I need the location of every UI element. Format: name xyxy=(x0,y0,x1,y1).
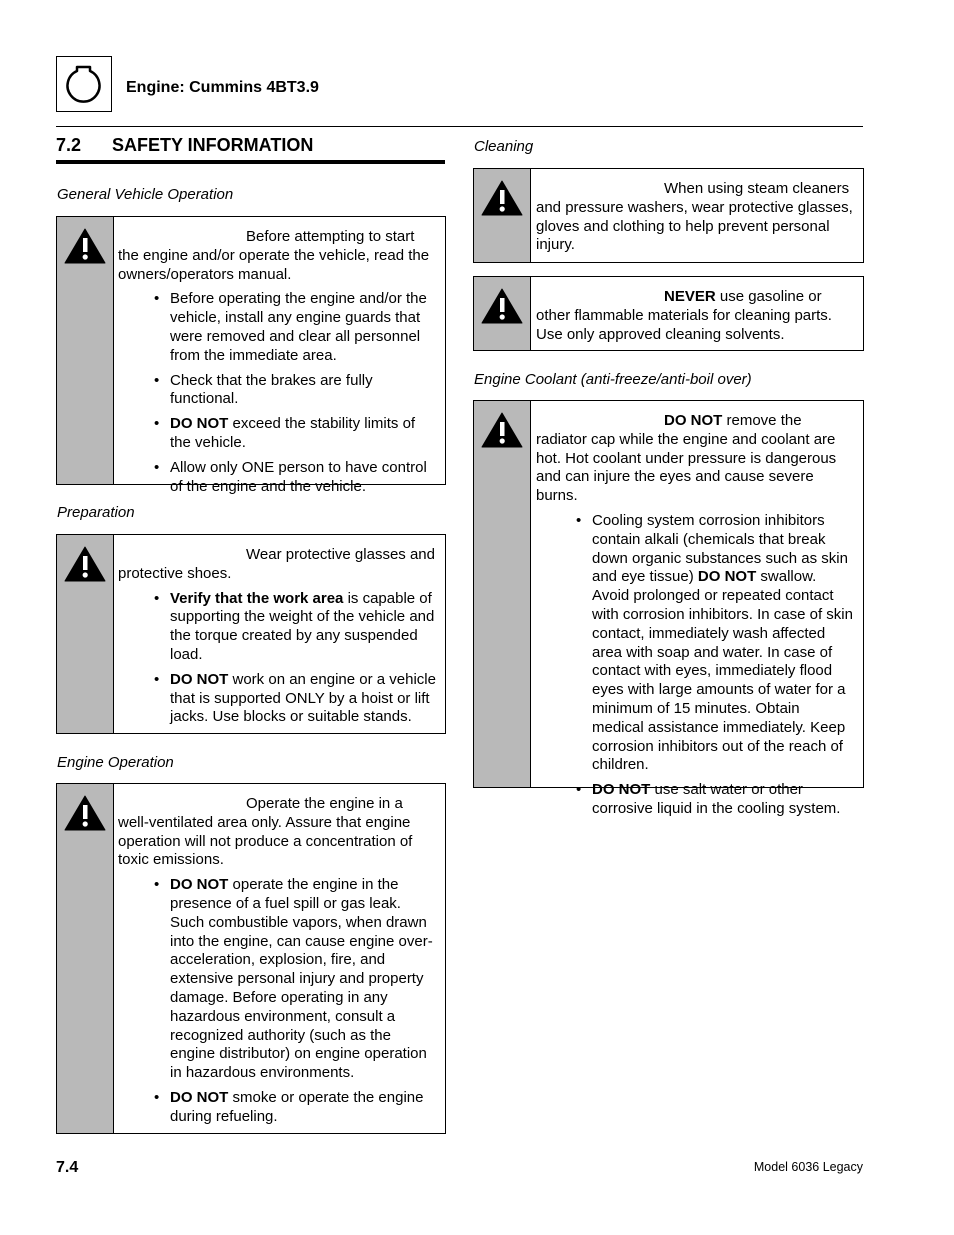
warning-content xyxy=(114,535,445,733)
page-number: 7.4 xyxy=(56,1159,79,1176)
subhead-engine-operation: Engine Operation xyxy=(57,754,174,771)
warning-triangle-icon xyxy=(64,795,106,831)
bullet-text: Allow only ONE person to have control of the engine and the vehicle. xyxy=(170,458,427,495)
bullet-text: operate the engine in the presence of a fuel spill or gas leak. Such combustible vapors, when drawn into the engine, can cause engine over-acceleration, explosion, fire, and extensive personal injury and property damage. Before operating in any hazardous environment, consult a recognized authority (such as the engine distributor) on engine operation in hazardous environments. xyxy=(170,876,433,1082)
warning-triangle-icon xyxy=(481,180,523,216)
header-title: Engine: Cummins 4BT3.9 xyxy=(126,79,319,96)
warning-lead-text xyxy=(536,288,855,344)
bullet-text: smoke or operate the engine during refueling. xyxy=(170,1088,424,1125)
bullet-emphasis: Verify that the work area xyxy=(170,589,344,607)
warning-text: use gasoline or other flammable materials for cleaning parts. Use only approved cleaning solvents. xyxy=(536,288,832,343)
warning-lead-text: Operate the engine in a well-ventilated area only. Assure that engine operation will not produce a concentration of toxic emissions. xyxy=(118,795,413,869)
bullet-emphasis: DO NOT xyxy=(170,876,229,894)
warning-content xyxy=(531,169,863,262)
model-label: Model 6036 Legacy xyxy=(753,1160,863,1174)
bullet-text: Cooling system corrosion inhibitors contain alkali (chemicals that break down organic substances such as skin and eye tissue) xyxy=(592,511,848,586)
bullet-item xyxy=(170,590,437,665)
warning-box-cleaning-gasoline xyxy=(473,276,864,351)
bullet-item xyxy=(170,290,437,365)
warning-bullet-list xyxy=(118,290,437,496)
warning-content xyxy=(531,401,863,817)
section-number: 7.2 xyxy=(56,135,82,155)
warning-triangle-icon xyxy=(481,412,523,448)
bullet-item xyxy=(170,372,437,410)
warning-text: remove the radiator cap while the engine and coolant are hot. Hot coolant under pressure is dangerous and can injure the eyes and cause severe burns. xyxy=(536,412,837,505)
section-heading: SAFETY INFORMATION xyxy=(112,135,314,155)
section-divider xyxy=(56,160,445,164)
warning-gutter xyxy=(57,535,114,733)
bullet-text: Before operating the engine and/or the vehicle, install any engine guards that were removed and clear all personnel from the immediate area. xyxy=(170,290,427,364)
bullet-emphasis: DO NOT xyxy=(170,415,229,433)
warning-content xyxy=(531,277,863,350)
warning-gutter xyxy=(474,277,531,350)
warning-content xyxy=(114,217,445,495)
bullet-text: use salt water or other corrosive liquid in the cooling system. xyxy=(592,781,841,817)
engine-logo-icon xyxy=(56,56,112,112)
subhead-cleaning: Cleaning xyxy=(474,138,534,155)
bullet-text: work on an engine or a vehicle that is supported ONLY by a hoist or lift jacks. Use blocks or suitable stands. xyxy=(170,670,436,726)
warning-triangle-icon xyxy=(64,546,106,582)
bullet-emphasis: DO NOT xyxy=(170,670,229,688)
emphasis-do-not: DO NOT xyxy=(664,412,723,429)
bullet-item xyxy=(592,512,855,775)
warning-lead-text xyxy=(536,412,855,506)
warning-bullet-list xyxy=(118,590,437,728)
warning-box-general-vehicle xyxy=(56,216,446,495)
bullet-item xyxy=(170,415,437,453)
warning-triangle-icon xyxy=(64,228,106,264)
bullet-item xyxy=(170,876,437,1083)
warning-lead-text: When using steam cleaners and pressure washers, wear protective glasses, gloves and clothing to help prevent personal injury. xyxy=(536,180,853,254)
bullet-text: exceed the stability limits of the vehicle. xyxy=(170,415,416,451)
bullet-text: is capable of supporting the weight of the vehicle and the torque created by any suspended load. xyxy=(170,589,435,663)
section-title xyxy=(56,135,313,156)
warning-box-cleaning-steam xyxy=(473,168,864,263)
bullet-text: swallow. Avoid prolonged or repeated contact with corrosion inhibitors. In case of skin contact, immediately wash affected area with soap and water. In case of contact with eyes, immediately flood eyes with large amounts of water for a minimum of 15 minutes. Obtain medical assistance immediately. Keep corrosion inhibitors out of the reach of children. xyxy=(592,568,853,774)
bullet-emphasis: DO NOT xyxy=(592,781,651,799)
warning-gutter xyxy=(57,217,114,484)
warning-gutter xyxy=(474,401,531,787)
emphasis-never: NEVER xyxy=(664,288,716,305)
header-divider xyxy=(56,126,863,127)
warning-bullet-list xyxy=(536,512,855,819)
bullet-emphasis: DO NOT xyxy=(697,568,757,586)
warning-bullet-list xyxy=(118,876,437,1126)
subhead-preparation: Preparation xyxy=(57,504,135,521)
warning-box-engine-operation xyxy=(56,783,446,1134)
bullet-text: Check that the brakes are fully functional. xyxy=(170,371,373,408)
subhead-engine-coolant: Engine Coolant (anti-freeze/anti-boil over) xyxy=(474,371,752,388)
warning-lead-text: Before attempting to start the engine and/or operate the vehicle, read the owners/operators manual. xyxy=(118,228,430,283)
warning-gutter xyxy=(57,784,114,1133)
bullet-item xyxy=(170,671,437,727)
subhead-general-vehicle: General Vehicle Operation xyxy=(57,186,234,203)
warning-box-preparation xyxy=(56,534,446,734)
bullet-item xyxy=(592,781,855,819)
warning-gutter xyxy=(474,169,531,262)
bullet-item xyxy=(170,1089,437,1127)
warning-content xyxy=(114,784,445,1133)
warning-box-engine-coolant xyxy=(473,400,864,817)
warning-triangle-icon xyxy=(481,288,523,324)
bullet-emphasis: DO NOT xyxy=(170,1088,229,1106)
warning-lead-text: Wear protective glasses and protective shoes. xyxy=(118,546,435,582)
bullet-item xyxy=(170,459,437,497)
